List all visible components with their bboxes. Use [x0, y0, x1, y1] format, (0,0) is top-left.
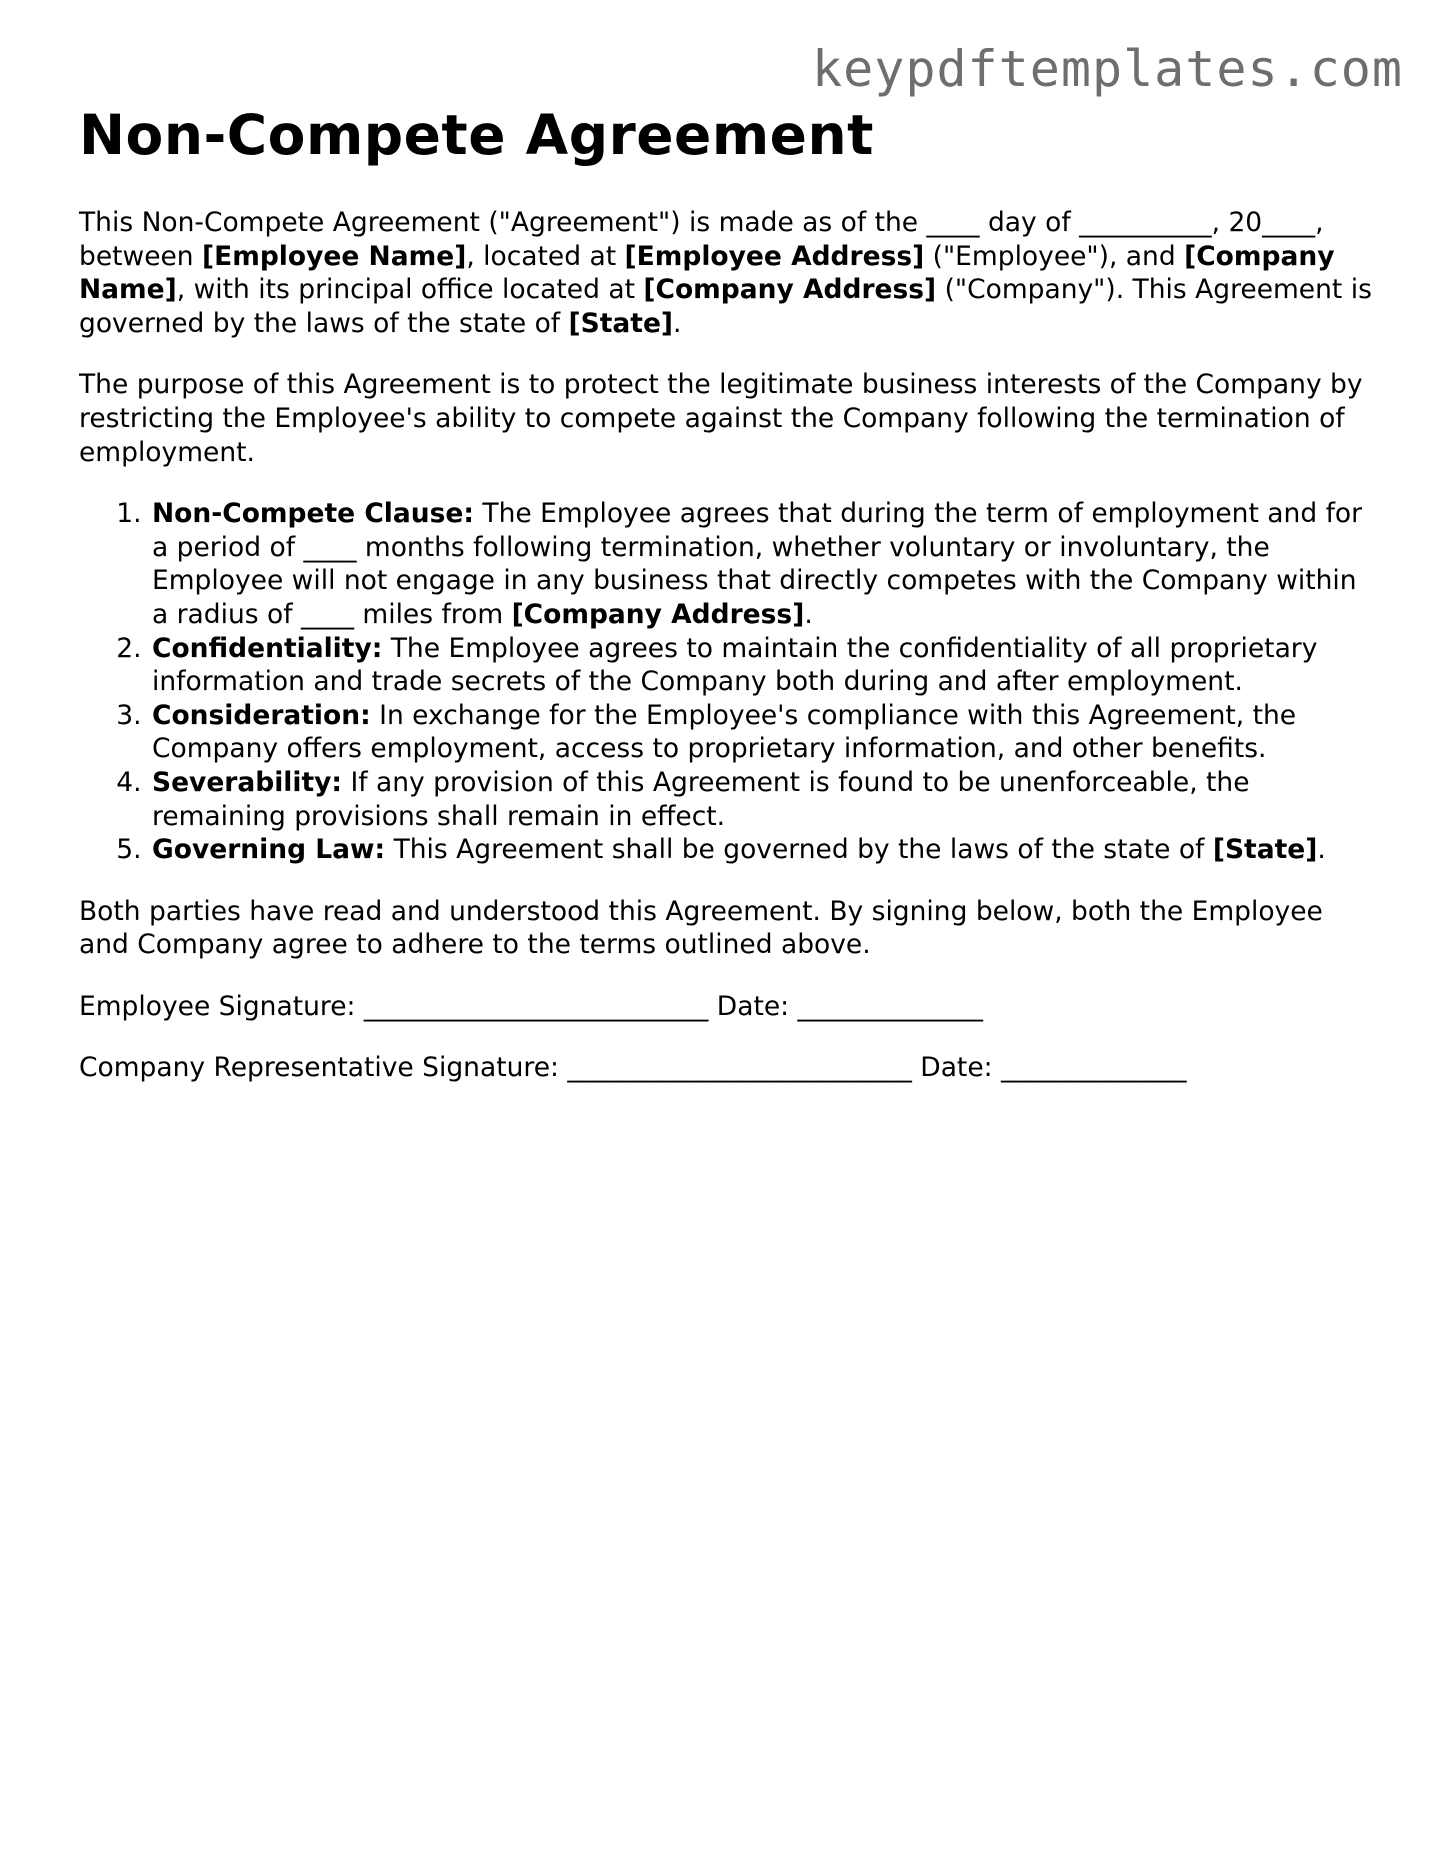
- document-page: [79, 100, 1379, 1085]
- company-date-field[interactable]: ______________: [1000, 1052, 1187, 1084]
- company-signature-field[interactable]: __________________________: [567, 1052, 912, 1084]
- clause-heading: Non-Compete Clause:: [152, 498, 474, 530]
- employee-name-placeholder: [Employee Name]: [202, 240, 467, 272]
- clause-placeholder: [Company Address]: [511, 598, 805, 630]
- purpose-paragraph: The purpose of this Agreement is to protect the legitimate business interests of the Company by restricting the Employee's ability to compete against the Company following the termination of employment.: [79, 369, 1363, 468]
- employee-signature-label: Employee Signature:: [79, 990, 364, 1022]
- clauses-list: [79, 497, 1379, 867]
- clause-heading: Severability:: [152, 766, 343, 798]
- intro-text-1: This Non-Compete Agreement ("Agreement") is made as of the ____ day of __________, 20____, between: [79, 207, 1324, 272]
- clause-text: This Agreement shall be governed by the laws of the state of: [385, 834, 1213, 866]
- clause-heading: Governing Law:: [152, 834, 386, 866]
- clause-item-severability: [150, 766, 1379, 833]
- employee-address-placeholder: [Employee Address]: [624, 240, 925, 272]
- state-placeholder: [State]: [568, 307, 674, 339]
- intro-text-5: ("Company"). This Agreement is governed by the laws of the state of: [79, 274, 1372, 339]
- company-name-placeholder: [Company Name]: [79, 240, 1335, 306]
- intro-text-2: , located at: [466, 240, 625, 272]
- clause-placeholder: [State]: [1212, 834, 1318, 866]
- clause-text: The Employee agrees that during the term of employment and for a period of ____ months following termination, whether voluntary or involuntary, the Employee will not engage in any business that directly competes with the Company within a radius of ____ miles from: [152, 498, 1363, 630]
- clause-item-governing-law: [150, 833, 1379, 867]
- clause-text: The Employee agrees to maintain the confidentiality of all proprietary information and trade secrets of the Company both during and after employment.: [152, 632, 1318, 698]
- document-title: Non-Compete Agreement: [79, 103, 874, 167]
- employee-date-label: Date:: [708, 990, 798, 1022]
- company-date-label: Date:: [911, 1052, 1001, 1084]
- employee-date-field[interactable]: ______________: [797, 990, 983, 1022]
- closing-paragraph: Both parties have read and understood this Agreement. By signing below, both the Employee and Company agree to adhere to the terms outlined above.: [79, 895, 1323, 961]
- company-signature-label: Company Representative Signature:: [79, 1052, 568, 1084]
- clause-end: .: [1317, 834, 1326, 866]
- clause-text: If any provision of this Agreement is found to be unenforceable, the remaining provisions shall remain in effect.: [152, 766, 1250, 832]
- employee-signature-line: [79, 990, 1379, 1024]
- clause-heading: Consideration:: [152, 699, 371, 731]
- intro-text-4: , with its principal office located at: [176, 274, 644, 306]
- intro-text-3: ("Employee"), and: [924, 240, 1185, 272]
- watermark-text: keypdftemplates.com: [812, 40, 1403, 98]
- clause-item-non-compete: [150, 497, 1379, 631]
- intro-paragraph: [79, 206, 1379, 340]
- clause-item-consideration: [150, 699, 1379, 766]
- clause-item-confidentiality: [150, 632, 1379, 699]
- company-address-placeholder: [Company Address]: [643, 274, 937, 306]
- company-signature-line: [79, 1051, 1379, 1085]
- intro-text-6: .: [673, 307, 682, 339]
- clause-end: .: [804, 598, 813, 630]
- employee-signature-field[interactable]: __________________________: [363, 990, 709, 1022]
- clause-text: In exchange for the Employee's compliance with this Agreement, the Company offers employment, access to proprietary information, and other benefits.: [152, 699, 1297, 765]
- clause-heading: Confidentiality:: [152, 632, 383, 664]
